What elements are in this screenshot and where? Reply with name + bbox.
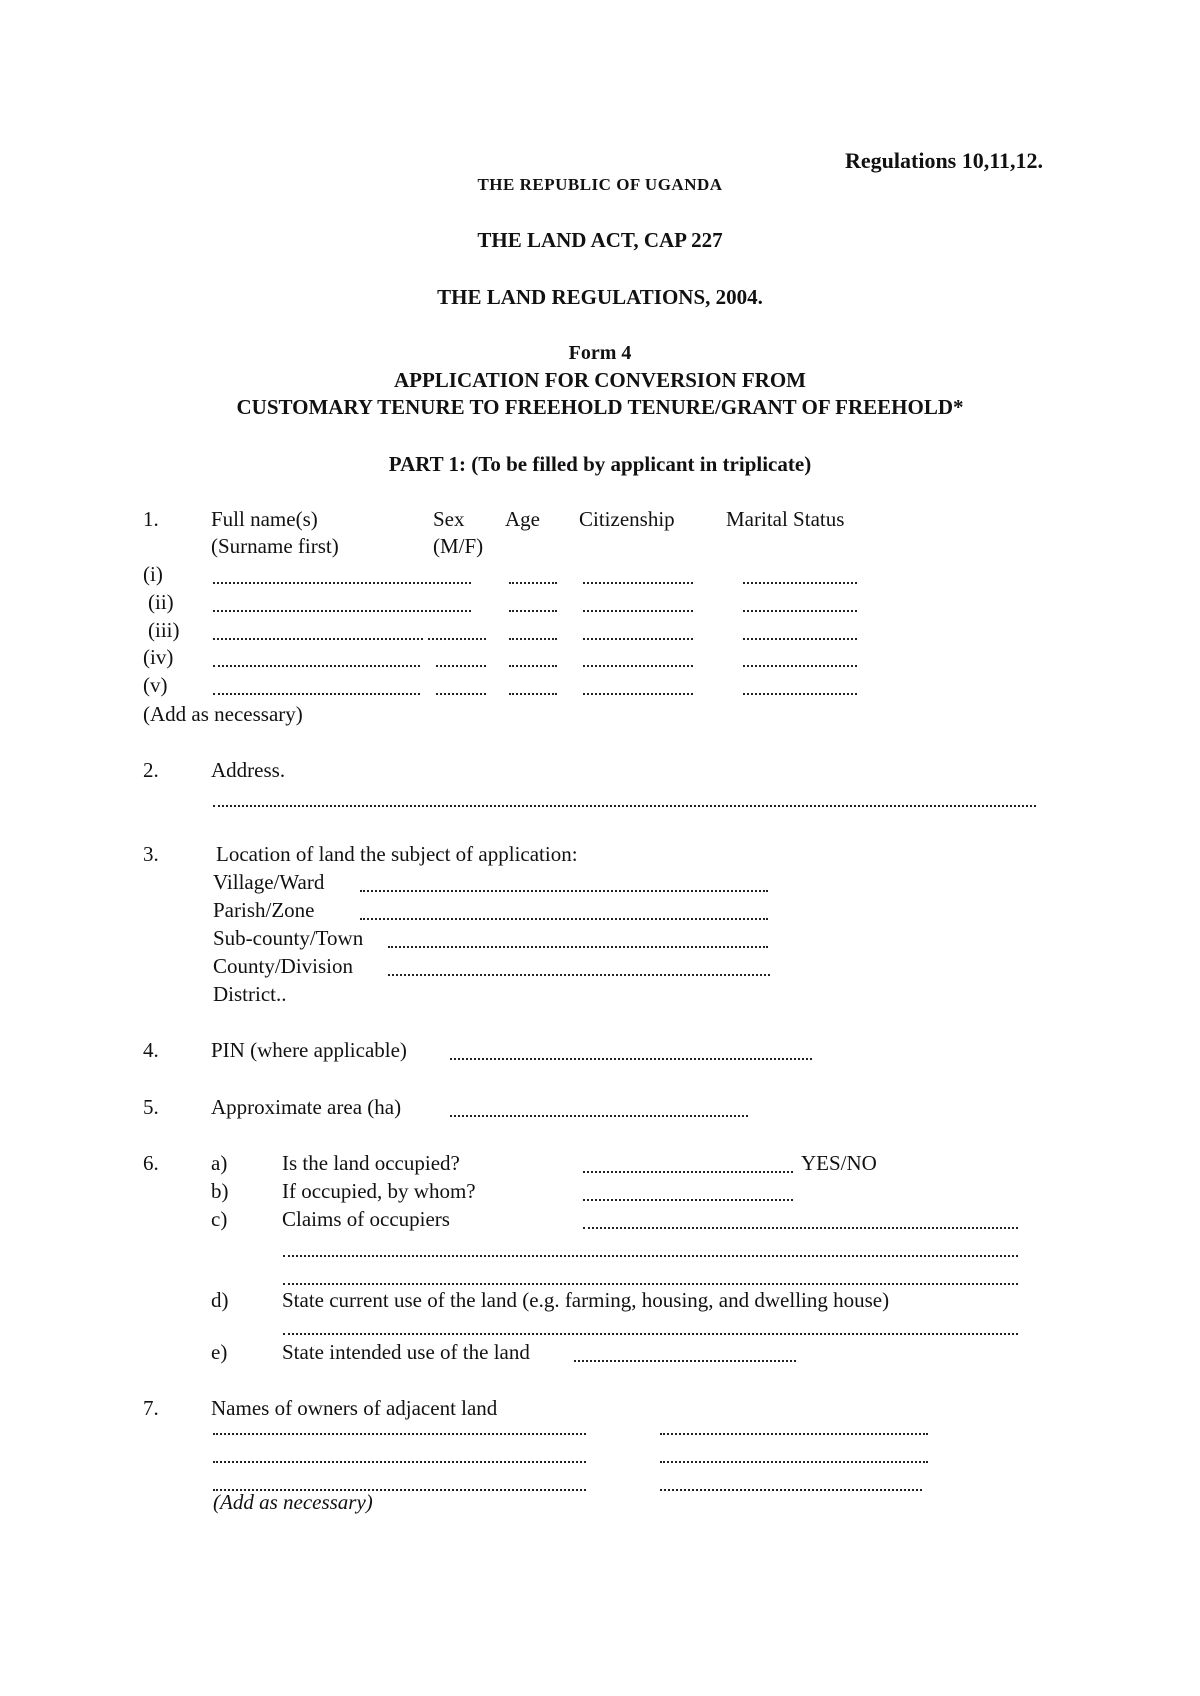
village-field[interactable] bbox=[360, 890, 768, 892]
row-iv-marital-field[interactable] bbox=[743, 665, 857, 667]
q7-note: (Add as necessary) bbox=[213, 1490, 373, 1514]
claims-field-3[interactable] bbox=[283, 1283, 1018, 1285]
row-i-name-field[interactable] bbox=[213, 582, 471, 584]
row-iii-sex-field[interactable] bbox=[428, 638, 486, 640]
row-i-marital-field[interactable] bbox=[743, 582, 857, 584]
q4-number: 4. bbox=[143, 1038, 159, 1062]
col-citizenship: Citizenship bbox=[579, 507, 675, 531]
q7-number: 7. bbox=[143, 1396, 159, 1420]
row-ii-marital-field[interactable] bbox=[743, 610, 857, 612]
q5-number: 5. bbox=[143, 1095, 159, 1119]
occupied-by-field[interactable] bbox=[583, 1199, 793, 1201]
col-marital-status: Marital Status bbox=[726, 507, 845, 531]
form-number: Form 4 bbox=[568, 342, 632, 364]
row-iii-name-field[interactable] bbox=[213, 638, 423, 640]
row-ii-age-field[interactable] bbox=[509, 610, 557, 612]
q2-number: 2. bbox=[143, 758, 159, 782]
q6-d-letter: d) bbox=[211, 1288, 229, 1312]
q6-number: 6. bbox=[143, 1151, 159, 1175]
act-heading: THE LAND ACT, CAP 227 bbox=[477, 228, 723, 252]
regulations-heading: THE LAND REGULATIONS, 2004. bbox=[437, 285, 763, 309]
area-field[interactable] bbox=[450, 1115, 748, 1117]
village-label: Village/Ward bbox=[213, 870, 325, 894]
adjacent-owner-field-4[interactable] bbox=[660, 1461, 928, 1463]
q6-c-text: Claims of occupiers bbox=[282, 1207, 450, 1231]
col-sex: Sex bbox=[433, 507, 465, 531]
claims-field-2[interactable] bbox=[283, 1255, 1018, 1257]
adjacent-owner-field-1[interactable] bbox=[213, 1433, 586, 1435]
republic-heading: THE REPUBLIC OF UGANDA bbox=[477, 175, 723, 194]
row-v-marital-field[interactable] bbox=[743, 693, 857, 695]
regulations-reference: Regulations 10,11,12. bbox=[845, 148, 1044, 173]
q6-a-text: Is the land occupied? bbox=[282, 1151, 460, 1175]
current-use-field[interactable] bbox=[283, 1333, 1018, 1335]
row-v-citizenship-field[interactable] bbox=[583, 693, 693, 695]
q7-label: Names of owners of adjacent land bbox=[211, 1396, 498, 1420]
part-heading: PART 1: (To be filled by applicant in triplicate) bbox=[388, 452, 812, 476]
q6-b-letter: b) bbox=[211, 1179, 229, 1203]
q6-e-text: State intended use of the land bbox=[282, 1340, 530, 1364]
intended-use-field[interactable] bbox=[574, 1360, 796, 1362]
row-iv-citizenship-field[interactable] bbox=[583, 665, 693, 667]
adjacent-owner-field-2[interactable] bbox=[660, 1433, 928, 1435]
county-label: County/Division bbox=[213, 954, 354, 978]
district-label: District.. bbox=[213, 982, 287, 1006]
col-sex-sub: (M/F) bbox=[433, 534, 484, 558]
row-ii-citizenship-field[interactable] bbox=[583, 610, 693, 612]
q1-number: 1. bbox=[143, 507, 159, 531]
parish-field[interactable] bbox=[360, 918, 768, 920]
q6-e-letter: e) bbox=[211, 1340, 228, 1364]
row-label-i: (i) bbox=[143, 562, 163, 586]
county-field[interactable] bbox=[388, 974, 770, 976]
row-ii-name-field[interactable] bbox=[213, 610, 471, 612]
q6-b-text: If occupied, by whom? bbox=[282, 1179, 476, 1203]
row-iii-age-field[interactable] bbox=[509, 638, 557, 640]
q5-label: Approximate area (ha) bbox=[211, 1095, 402, 1119]
row-label-iv: (iv) bbox=[143, 645, 174, 669]
q4-label: PIN (where applicable) bbox=[211, 1038, 407, 1062]
adjacent-owner-field-6[interactable] bbox=[660, 1489, 922, 1491]
row-i-citizenship-field[interactable] bbox=[583, 582, 693, 584]
row-iv-sex-field[interactable] bbox=[436, 665, 486, 667]
q3-number: 3. bbox=[143, 842, 159, 866]
pin-field[interactable] bbox=[450, 1058, 812, 1060]
q6-c-letter: c) bbox=[211, 1207, 228, 1231]
subcounty-label: Sub-county/Town bbox=[213, 926, 364, 950]
row-iv-age-field[interactable] bbox=[509, 665, 557, 667]
address-field[interactable] bbox=[213, 805, 1036, 807]
row-label-iii: (iii) bbox=[148, 618, 180, 642]
q2-label: Address. bbox=[211, 758, 286, 782]
form-title-line2: CUSTOMARY TENURE TO FREEHOLD TENURE/GRANT OF FREEHOLD* bbox=[236, 395, 964, 419]
col-age: Age bbox=[505, 507, 540, 531]
q3-label: Location of land the subject of application: bbox=[216, 842, 578, 866]
row-iii-citizenship-field[interactable] bbox=[583, 638, 693, 640]
col-full-name: Full name(s) bbox=[211, 507, 318, 531]
row-label-v: (v) bbox=[143, 673, 168, 697]
subcounty-field[interactable] bbox=[388, 946, 768, 948]
yes-no-option[interactable]: YES/NO bbox=[801, 1151, 877, 1175]
parish-label: Parish/Zone bbox=[213, 898, 315, 922]
row-v-age-field[interactable] bbox=[509, 693, 557, 695]
occupied-field[interactable] bbox=[583, 1171, 793, 1173]
row-v-sex-field[interactable] bbox=[436, 693, 486, 695]
row-iv-name-field[interactable] bbox=[213, 665, 420, 667]
col-full-name-sub: (Surname first) bbox=[211, 534, 339, 558]
row-i-age-field[interactable] bbox=[509, 582, 557, 584]
adjacent-owner-field-3[interactable] bbox=[213, 1461, 586, 1463]
claims-field-1[interactable] bbox=[583, 1227, 1018, 1229]
row-label-ii: (ii) bbox=[148, 590, 174, 614]
row-iii-marital-field[interactable] bbox=[743, 638, 857, 640]
q6-a-letter: a) bbox=[211, 1151, 228, 1175]
row-v-name-field[interactable] bbox=[213, 693, 420, 695]
q6-d-text: State current use of the land (e.g. farming, housing, and dwelling house) bbox=[282, 1288, 890, 1312]
form-title-line1: APPLICATION FOR CONVERSION FROM bbox=[393, 368, 807, 392]
q1-note: (Add as necessary) bbox=[143, 702, 303, 726]
